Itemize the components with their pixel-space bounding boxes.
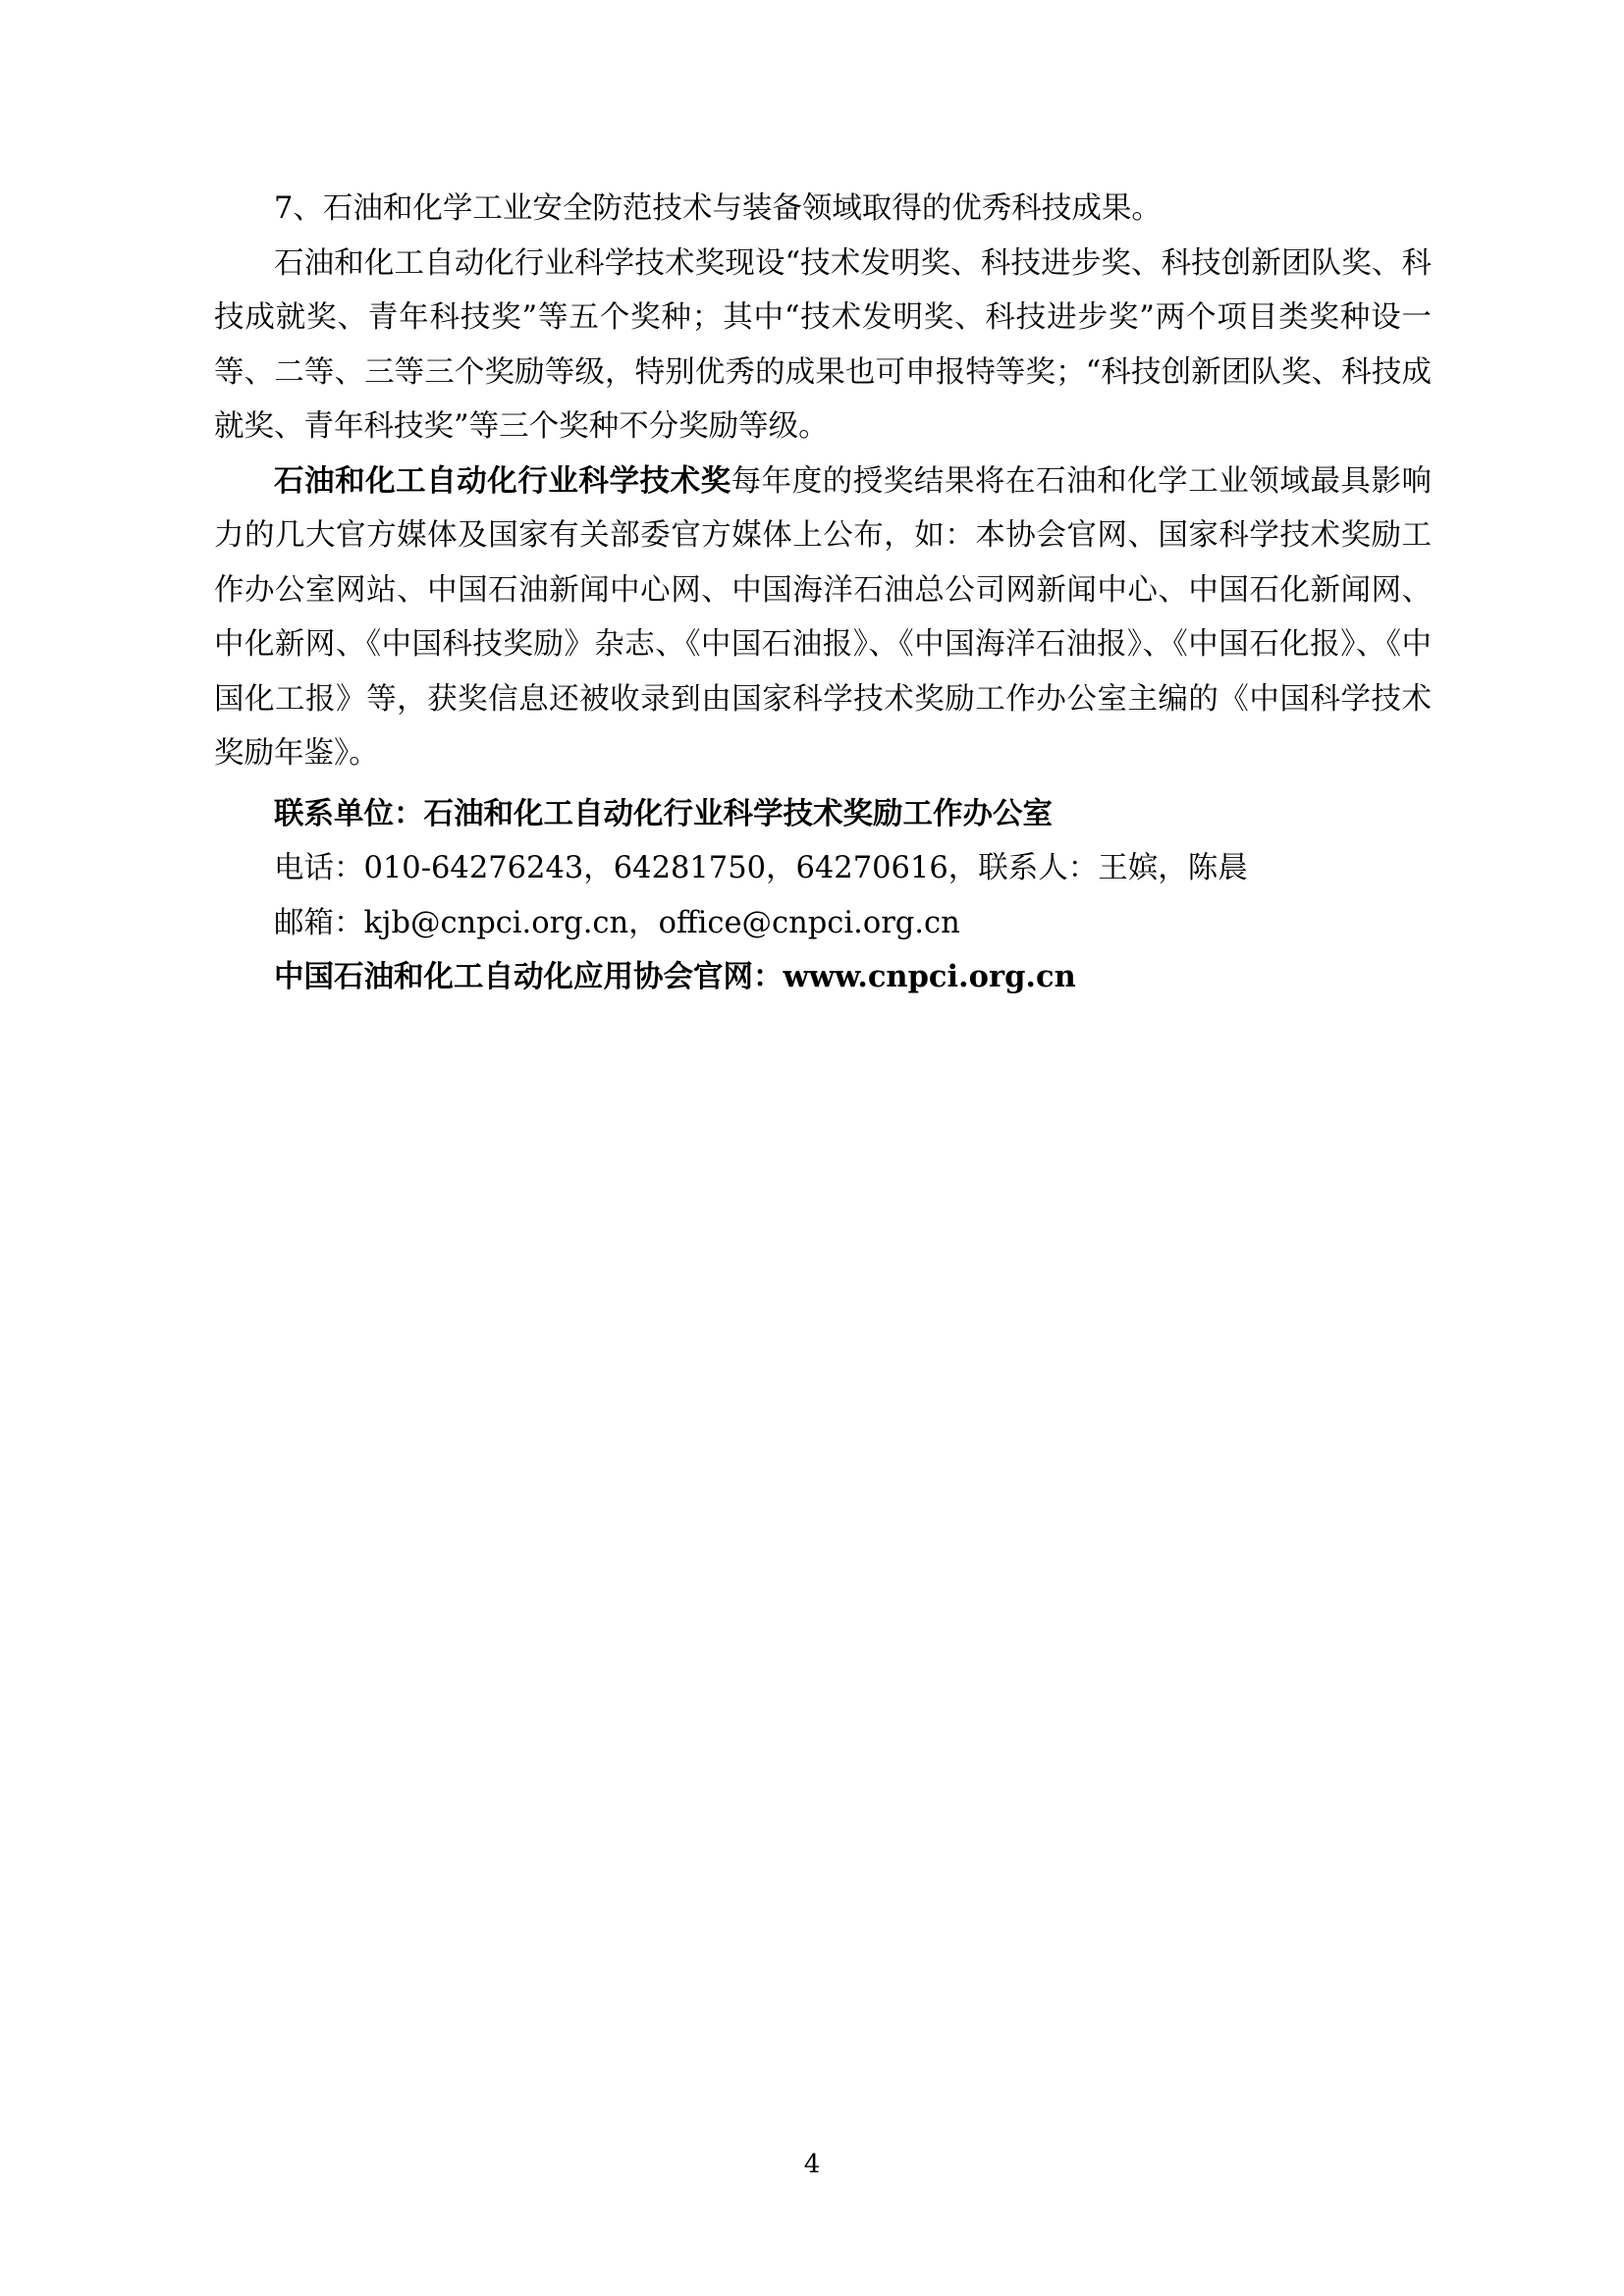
contact-phone-label: 电话： — [274, 851, 364, 885]
contact-website-value: www.cnpci.org.cn — [783, 959, 1076, 994]
contact-website-line — [214, 950, 1432, 1005]
contact-email-value: kjb@cnpci.org.cn，office@cnpci.org.cn — [363, 905, 960, 940]
contact-person-value: 王嫔，陈晨 — [1098, 851, 1248, 885]
contact-block — [214, 787, 1432, 1005]
contact-unit-line — [214, 787, 1432, 842]
contact-phone-line — [214, 841, 1432, 896]
contact-email-line — [214, 896, 1432, 951]
contact-website-label: 中国石油和化工自动化应用协会官网： — [274, 959, 784, 994]
paragraph-award-categories: 石油和化工自动化行业科学技术奖现设“技术发明奖、科技进步奖、科技创新团队奖、科技成就奖、青年科技奖”等五个奖种；其中“技术发明奖、科技进步奖”两个项目类奖种设一等、二等、三等三个奖励等级，特别优秀的成果也可申报特等奖；“科技创新团队奖、科技成就奖、青年科技奖”等三个奖种不分奖励等级。 — [214, 245, 1432, 444]
document-content — [214, 182, 1432, 1005]
contact-unit-value: 石油和化工自动化行业科学技术奖励工作办公室 — [423, 795, 1053, 831]
award-name-bold: 石油和化工自动化行业科学技术奖 — [274, 462, 731, 499]
list-item-7: 7、石油和化学工业安全防范技术与装备领域取得的优秀科技成果。 — [274, 191, 1162, 226]
contact-unit-label: 联系单位： — [274, 795, 424, 831]
page-number: 4 — [803, 2150, 821, 2179]
paragraph-publication — [214, 454, 1432, 781]
contact-person-label: 联系人： — [978, 851, 1099, 885]
contact-email-label: 邮箱： — [274, 905, 364, 940]
paragraph-publication-rest: 每年度的授奖结果将在石油和化学工业领域最具影响力的几大官方媒体及国家有关部委官方媒体上公布，如：本协会官网、国家科学技术奖励工作办公室网站、中国石油新闻中心网、中国海洋石油总公司网新闻中心、中国石化新闻网、中化新网、《中国科技奖励》杂志、《中国石油报》、《中国海洋石油报》、《中国石化报》、《中国化工报》等，获奖信息还被收录到由国家科学技术奖励工作办公室主编的《中国科学技术奖励年鉴》。 — [214, 463, 1433, 771]
contact-phone-value: 010-64276243，64281750，64270616， — [363, 851, 979, 885]
